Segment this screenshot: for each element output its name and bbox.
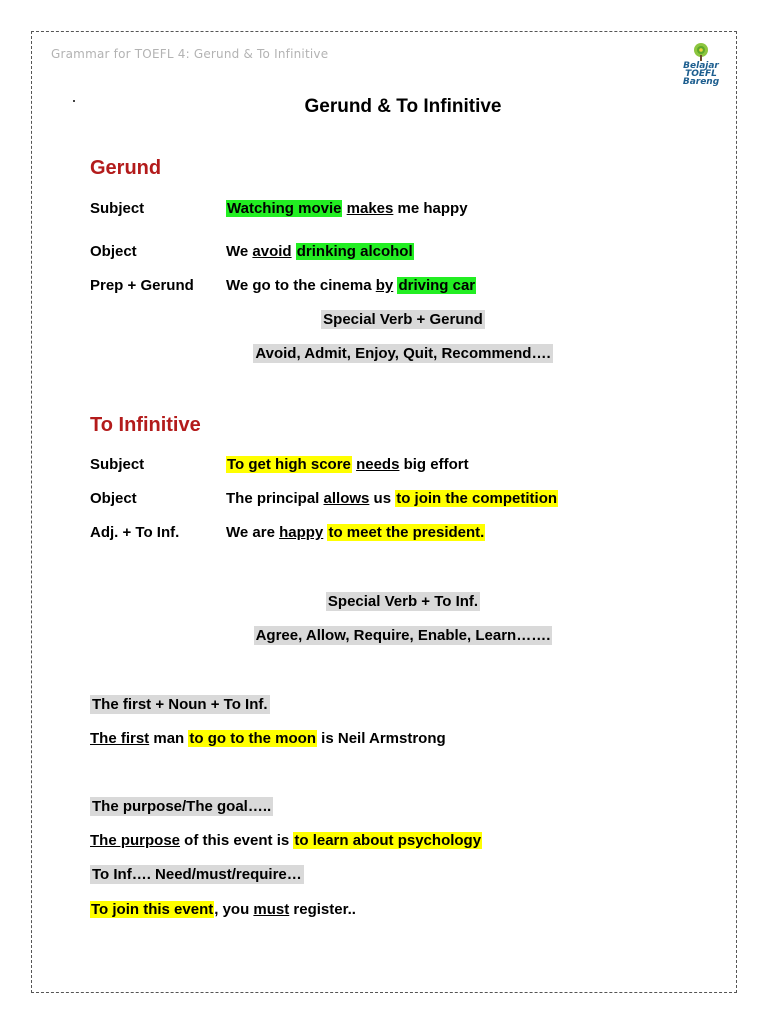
first-pattern: The first + Noun + To Inf.	[92, 696, 268, 713]
gerund-special-title: Special Verb + Gerund	[323, 311, 483, 328]
preposition-underlined: by	[375, 277, 394, 294]
logo-text-line3: Bareng	[682, 77, 720, 87]
example-text: We go to the cinema	[226, 277, 376, 294]
infinitive-highlight: to meet the president.	[328, 524, 485, 541]
tree-icon	[691, 42, 711, 62]
example-text: big effort	[399, 456, 469, 473]
gerund-highlight: drinking alcohol	[296, 243, 413, 260]
infinitive-highlight: To get high score	[227, 456, 351, 473]
gerund-object-label: Object	[90, 243, 137, 260]
example-text: register..	[289, 901, 356, 918]
logo-text-line1: Belajar	[683, 61, 719, 71]
adjective-underlined: happy	[279, 524, 324, 541]
example-text: of this event is	[180, 832, 294, 849]
gerund-highlight: Watching movie	[227, 200, 342, 217]
gerund-heading: Gerund	[90, 157, 162, 179]
infinitive-highlight: to join the competition	[396, 490, 558, 507]
page-title: Gerund & To Infinitive	[304, 96, 502, 117]
gerund-subject-label: Subject	[90, 200, 145, 217]
example-text: The principal	[226, 490, 324, 507]
example-text: is Neil Armstrong	[317, 730, 446, 747]
gerund-highlight: driving car	[398, 277, 476, 294]
example-text: us	[369, 490, 396, 507]
verb-underlined: needs	[356, 456, 400, 473]
phrase-underlined: The purpose	[90, 832, 181, 849]
gerund-object-example	[226, 242, 414, 262]
example-text: We	[226, 243, 253, 260]
purpose-pattern: The purpose/The goal…..	[92, 798, 272, 815]
logo-text-line2: TOEFL	[685, 69, 717, 79]
infinitive-subject-label: Subject	[90, 456, 145, 473]
verb-underlined: makes	[346, 200, 394, 217]
example-text: We are	[226, 524, 280, 541]
infinitive-heading: To Infinitive	[90, 414, 201, 436]
verb-underlined: allows	[323, 490, 370, 507]
infinitive-adj-example	[226, 523, 485, 543]
phrase-underlined: The first	[90, 730, 150, 747]
running-header: Grammar for TOEFL 4: Gerund & To Infinitive	[51, 47, 329, 61]
first-example	[90, 729, 446, 749]
infinitive-special-title: Special Verb + To Inf.	[327, 593, 479, 610]
verb-underlined: avoid	[252, 243, 292, 260]
gerund-prep-example	[226, 276, 476, 296]
toinf-pattern: To Inf…. Need/must/require…	[92, 866, 302, 883]
infinitive-highlight: To join this event	[91, 901, 214, 918]
gerund-prep-label: Prep + Gerund	[90, 277, 194, 294]
example-text: , you	[214, 901, 254, 918]
infinitive-special-list: Agree, Allow, Require, Enable, Learn…….	[255, 627, 551, 644]
toinf-example	[90, 900, 356, 920]
infinitive-subject-example	[226, 455, 469, 475]
example-text: man	[149, 730, 189, 747]
example-text: me happy	[393, 200, 468, 217]
gerund-subject-example	[226, 199, 468, 219]
infinitive-highlight: to learn about psychology	[294, 832, 482, 849]
infinitive-adj-label: Adj. + To Inf.	[90, 524, 180, 541]
gerund-special-list: Avoid, Admit, Enjoy, Quit, Recommend….	[255, 345, 551, 362]
purpose-example	[90, 831, 482, 851]
infinitive-highlight: to go to the moon	[189, 730, 317, 747]
infinitive-object-example	[226, 489, 558, 509]
belajar-toefl-logo	[678, 42, 724, 86]
modal-underlined: must	[253, 901, 290, 918]
infinitive-object-label: Object	[90, 490, 137, 507]
